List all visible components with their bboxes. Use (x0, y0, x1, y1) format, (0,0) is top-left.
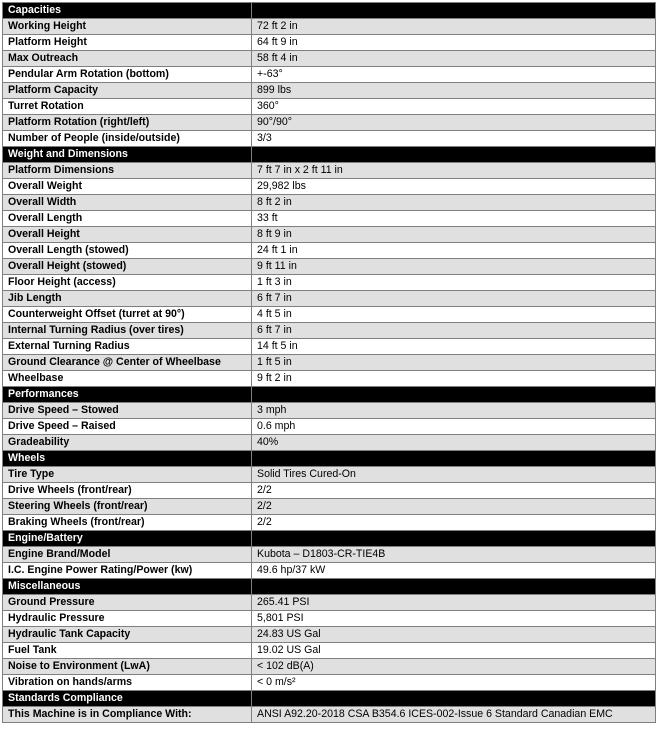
spec-label: Platform Height (3, 35, 252, 51)
spec-value: 49.6 hp/37 kW (252, 563, 656, 579)
section-title: Capacities (3, 3, 252, 19)
table-row (3, 643, 656, 659)
spec-label: Hydraulic Pressure (3, 611, 252, 627)
section-title: Wheels (3, 451, 252, 467)
section-title: Standards Compliance (3, 691, 252, 707)
table-row (3, 291, 656, 307)
spec-label: Max Outreach (3, 51, 252, 67)
table-row (3, 179, 656, 195)
table-row (3, 163, 656, 179)
table-row (3, 435, 656, 451)
spec-label: Pendular Arm Rotation (bottom) (3, 67, 252, 83)
spec-value: 4 ft 5 in (252, 307, 656, 323)
table-row (3, 547, 656, 563)
spec-table-body (3, 3, 656, 723)
spec-value: Solid Tires Cured-On (252, 467, 656, 483)
table-row (3, 675, 656, 691)
spec-label: Noise to Environment (LwA) (3, 659, 252, 675)
table-row (3, 563, 656, 579)
spec-value: 8 ft 9 in (252, 227, 656, 243)
spec-table (2, 2, 656, 723)
spec-value: 7 ft 7 in x 2 ft 11 in (252, 163, 656, 179)
spec-label: Internal Turning Radius (over tires) (3, 323, 252, 339)
table-row (3, 707, 656, 723)
table-row (3, 227, 656, 243)
spec-value: +-63° (252, 67, 656, 83)
spec-label: Platform Dimensions (3, 163, 252, 179)
spec-value: 9 ft 11 in (252, 259, 656, 275)
spec-value: 40% (252, 435, 656, 451)
section-title: Performances (3, 387, 252, 403)
spec-label: Floor Height (access) (3, 275, 252, 291)
spec-label: Vibration on hands/arms (3, 675, 252, 691)
section-header-capacities (3, 3, 656, 19)
section-header-blank (252, 691, 656, 707)
spec-value: 899 lbs (252, 83, 656, 99)
section-title: Miscellaneous (3, 579, 252, 595)
spec-value: 9 ft 2 in (252, 371, 656, 387)
table-row (3, 243, 656, 259)
spec-value: 72 ft 2 in (252, 19, 656, 35)
table-row (3, 659, 656, 675)
spec-label: Gradeability (3, 435, 252, 451)
table-row (3, 595, 656, 611)
table-row (3, 195, 656, 211)
table-row (3, 515, 656, 531)
spec-value: 58 ft 4 in (252, 51, 656, 67)
section-header-engine-battery (3, 531, 656, 547)
table-row (3, 35, 656, 51)
spec-label: Fuel Tank (3, 643, 252, 659)
section-header-standards-compliance (3, 691, 656, 707)
section-title: Engine/Battery (3, 531, 252, 547)
section-header-blank (252, 531, 656, 547)
spec-value: 64 ft 9 in (252, 35, 656, 51)
spec-value: 24.83 US Gal (252, 627, 656, 643)
table-row (3, 467, 656, 483)
table-row (3, 339, 656, 355)
table-row (3, 83, 656, 99)
spec-value: 1 ft 3 in (252, 275, 656, 291)
table-row (3, 371, 656, 387)
section-header-miscellaneous (3, 579, 656, 595)
spec-label: Jib Length (3, 291, 252, 307)
section-header-weight-and-dimensions (3, 147, 656, 163)
spec-label: Ground Pressure (3, 595, 252, 611)
spec-label: Engine Brand/Model (3, 547, 252, 563)
spec-label: Overall Height (3, 227, 252, 243)
spec-label: Counterweight Offset (turret at 90°) (3, 307, 252, 323)
spec-value: 90°/90° (252, 115, 656, 131)
spec-value: 24 ft 1 in (252, 243, 656, 259)
section-header-blank (252, 451, 656, 467)
spec-label: Overall Width (3, 195, 252, 211)
table-row (3, 419, 656, 435)
spec-label: This Machine is in Compliance With: (3, 707, 252, 723)
spec-label: External Turning Radius (3, 339, 252, 355)
spec-value: 2/2 (252, 499, 656, 515)
spec-value: 1 ft 5 in (252, 355, 656, 371)
section-header-blank (252, 579, 656, 595)
spec-label: Tire Type (3, 467, 252, 483)
spec-label: Wheelbase (3, 371, 252, 387)
table-row (3, 627, 656, 643)
spec-value: 29,982 lbs (252, 179, 656, 195)
spec-value: 265.41 PSI (252, 595, 656, 611)
spec-label: Hydraulic Tank Capacity (3, 627, 252, 643)
spec-label: Drive Wheels (front/rear) (3, 483, 252, 499)
table-row (3, 611, 656, 627)
spec-value: 14 ft 5 in (252, 339, 656, 355)
table-row (3, 51, 656, 67)
table-row (3, 211, 656, 227)
spec-value: Kubota – D1803-CR-TIE4B (252, 547, 656, 563)
spec-label: Overall Length (3, 211, 252, 227)
spec-label: Working Height (3, 19, 252, 35)
table-row (3, 499, 656, 515)
spec-label: Platform Rotation (right/left) (3, 115, 252, 131)
table-row (3, 275, 656, 291)
spec-value: 2/2 (252, 515, 656, 531)
section-header-blank (252, 3, 656, 19)
spec-label: Number of People (inside/outside) (3, 131, 252, 147)
spec-label: Turret Rotation (3, 99, 252, 115)
spec-value: 0.6 mph (252, 419, 656, 435)
spec-value: < 0 m/s² (252, 675, 656, 691)
table-row (3, 131, 656, 147)
spec-label: Overall Height (stowed) (3, 259, 252, 275)
table-row (3, 99, 656, 115)
table-row (3, 259, 656, 275)
spec-value: 5,801 PSI (252, 611, 656, 627)
table-row (3, 323, 656, 339)
spec-label: Drive Speed – Raised (3, 419, 252, 435)
spec-value: ANSI A92.20-2018 CSA B354.6 ICES-002-Issue 6 Standard Canadian EMC (252, 707, 656, 723)
table-row (3, 403, 656, 419)
spec-value: 360° (252, 99, 656, 115)
spec-label: Drive Speed – Stowed (3, 403, 252, 419)
table-row (3, 67, 656, 83)
spec-label: Braking Wheels (front/rear) (3, 515, 252, 531)
table-row (3, 307, 656, 323)
spec-value: 33 ft (252, 211, 656, 227)
spec-label: I.C. Engine Power Rating/Power (kw) (3, 563, 252, 579)
spec-label: Overall Weight (3, 179, 252, 195)
table-row (3, 355, 656, 371)
section-header-blank (252, 147, 656, 163)
spec-value: 19.02 US Gal (252, 643, 656, 659)
spec-value: 3 mph (252, 403, 656, 419)
spec-label: Overall Length (stowed) (3, 243, 252, 259)
section-header-performances (3, 387, 656, 403)
section-header-wheels (3, 451, 656, 467)
spec-value: 8 ft 2 in (252, 195, 656, 211)
spec-value: 6 ft 7 in (252, 323, 656, 339)
section-header-blank (252, 387, 656, 403)
table-row (3, 483, 656, 499)
spec-value: 2/2 (252, 483, 656, 499)
spec-label: Ground Clearance @ Center of Wheelbase (3, 355, 252, 371)
spec-value: < 102 dB(A) (252, 659, 656, 675)
table-row (3, 19, 656, 35)
spec-value: 3/3 (252, 131, 656, 147)
spec-label: Platform Capacity (3, 83, 252, 99)
section-title: Weight and Dimensions (3, 147, 252, 163)
table-row (3, 115, 656, 131)
spec-value: 6 ft 7 in (252, 291, 656, 307)
spec-label: Steering Wheels (front/rear) (3, 499, 252, 515)
